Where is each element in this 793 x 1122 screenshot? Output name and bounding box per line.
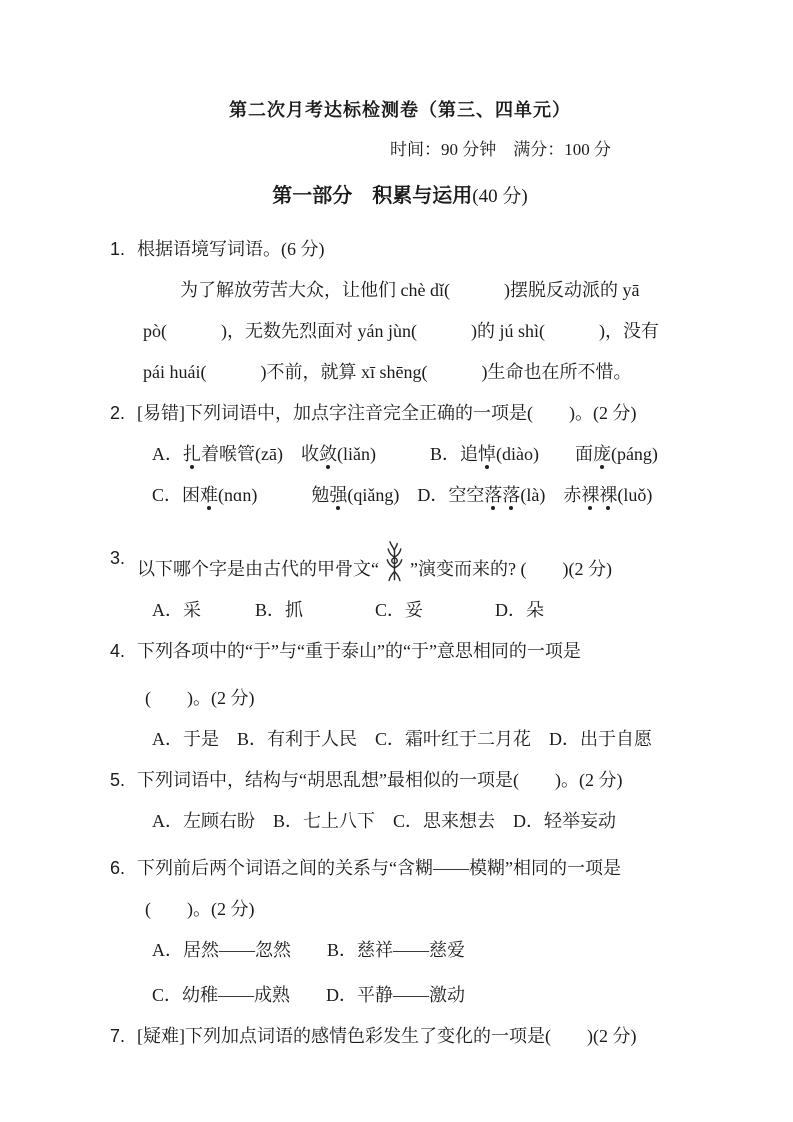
question-4-number: 4. — [110, 641, 126, 661]
question-6-options-row: C．幼稚——成熟 D．平静——激动 — [152, 985, 466, 1005]
question-7-number: 7. — [110, 1026, 126, 1046]
question-6-stem-continuation: ( )。(2 分) — [145, 899, 255, 919]
question-5-text: 下列词语中，结构与“胡思乱想”最相似的一项是( )。(2 分) — [137, 770, 623, 790]
question-5-number: 5. — [110, 770, 126, 790]
emphasis-dotted-char: 裸 — [599, 485, 618, 505]
emphasis-dotted-char: 裸 — [581, 485, 600, 505]
emphasis-dotted-char: 庞 — [592, 444, 611, 464]
question-2-text: 下列词语中，加点字注音完全正确的一项是( )。(2 分) — [185, 403, 637, 423]
emphasis-dotted-char: 落 — [502, 485, 521, 505]
question-2-number: 2. — [110, 403, 126, 423]
oracle-bone-script-cai-glyph-icon — [381, 538, 408, 587]
question-3-stem — [110, 538, 690, 590]
question-1-text: 根据语境写词语。(6 分) — [137, 239, 325, 259]
page-title: 第二次月考达标检测卷（第三、四单元） — [229, 100, 571, 120]
section-heading-score: (40 分) — [472, 186, 528, 207]
question-6-text: 下列前后两个词语之间的关系与“含糊——模糊”相同的一项是 — [137, 858, 621, 878]
emphasis-dotted-char: 悼 — [477, 444, 496, 464]
exam-meta: 时间：90 分钟 满分：100 分 — [390, 140, 611, 159]
question-2-options-row: A．扎着喉管(zā) 收敛(liǎn) B．追悼(diào) 面庞(páng) — [152, 444, 658, 464]
question-4-stem-continuation: ( )。(2 分) — [145, 688, 255, 708]
emphasis-dotted-char: 强 — [329, 485, 348, 505]
question-3-number: 3. — [110, 548, 126, 568]
question-2-options-row: C．困难(nɑn) 勉强(qiǎng) D．空空落落(là) 赤裸裸(luǒ) — [152, 485, 653, 505]
question-4-options-row: A．于是 B．有利于人民 C．霜叶红于二月花 D．出于自愿 — [152, 729, 653, 749]
emphasis-dotted-char: 落 — [484, 485, 503, 505]
question-1-stem — [110, 229, 690, 270]
question-1-number: 1. — [110, 239, 126, 259]
question-5-stem — [110, 760, 690, 801]
question-3-text-before: 以下哪个字是由古代的甲骨文“ — [137, 559, 379, 579]
question-1-passage-line: pái huái( )不前，就算 xī shēng( )生命也在所不惜。 — [143, 362, 632, 382]
question-1-passage-line: pò( )，无数先烈面对 yán jùn( )的 jú shì( )，没有 — [143, 321, 659, 341]
question-6-options-row: A．居然——忽然 B．慈祥——慈爱 — [152, 940, 466, 960]
question-4-text: 下列各项中的“于”与“重于泰山”的“于”意思相同的一项是 — [137, 641, 581, 661]
emphasis-dotted-char: 扎 — [183, 444, 201, 464]
question-7-text: 下列加点词语的感情色彩发生了变化的一项是( )(2 分) — [185, 1026, 637, 1046]
emphasis-dotted-char: 难 — [200, 485, 219, 505]
question-4-stem — [110, 631, 690, 672]
question-3-text-after: ”演变而来的? ( )(2 分) — [410, 559, 612, 579]
question-2-stem — [110, 393, 690, 434]
question-7-stem — [110, 1016, 690, 1057]
question-6-stem — [110, 848, 690, 889]
question-5-options-row: A．左顾右盼 B．七上八下 C．思来想去 D．轻举妄动 — [152, 811, 617, 831]
section-heading-main: 第一部分 积累与运用 — [272, 185, 473, 207]
question-6-number: 6. — [110, 858, 126, 878]
section-heading — [110, 182, 690, 211]
question-1-passage-line: 为了解放劳苦大众，让他们 chè dǐ( )摆脱反动派的 yā — [180, 280, 640, 300]
question-7-tag: [疑难] — [137, 1026, 185, 1046]
question-2-tag: [易错] — [137, 403, 185, 423]
emphasis-dotted-char: 敛 — [318, 444, 337, 464]
question-3-options-row: A．采 B．抓 C．妥 D．朵 — [152, 600, 545, 620]
